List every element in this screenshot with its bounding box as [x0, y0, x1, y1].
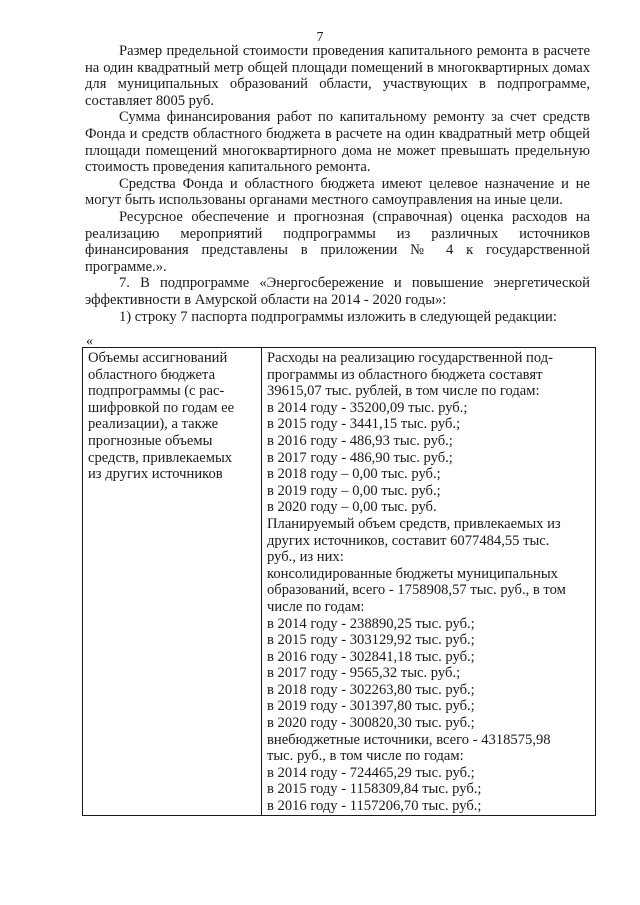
page-number: 7 — [316, 30, 324, 45]
paragraph-item-7: 7. В подпрограмме «Энергосбережение и повышение энергетической эффективности в Амурской области на 2014 - 2020 годы»: — [85, 275, 590, 308]
label-cell — [83, 348, 262, 816]
label-line: Объемы ассигнований — [88, 350, 228, 366]
body-text — [85, 43, 590, 325]
value-line: в 2016 году - 1157206,70 тыс. руб.; — [267, 798, 482, 815]
value-line: других источников, составит 6077484,55 тыс. — [267, 532, 550, 549]
value-line: в 2017 году - 486,90 тыс. руб.; — [267, 449, 453, 466]
label-line: реализации), а также — [88, 416, 219, 433]
value-line: в 2016 году - 302841,18 тыс. руб.; — [267, 648, 475, 665]
paragraph-resource-provision: Ресурсное обеспечение и прогнозная (справочная) оценка расходов на реализацию мероприятий подпрограммы из различных источников финансирования представлены в приложении № 4 к государственной программе.». — [85, 208, 590, 275]
label-line: шифровкой по годам ее — [88, 399, 235, 416]
value-line: в 2016 году - 486,93 тыс. руб.; — [267, 432, 453, 449]
value-lines — [267, 350, 590, 815]
label-line: из других источников — [88, 466, 223, 483]
value-line: в 2015 году - 1158309,84 тыс. руб.; — [267, 781, 482, 798]
value-line: внебюджетные источники, всего - 4318575,98 — [267, 731, 551, 748]
value-line: в 2020 году – 0,00 тыс. руб. — [267, 499, 437, 516]
passport-table — [82, 347, 596, 816]
paragraph-target-purpose: Средства Фонда и областного бюджета имеют целевое назначение и не могут быть использованы органами местного самоуправления на иные цели. — [85, 175, 590, 209]
value-line: программы из областного бюджета составят — [267, 366, 543, 383]
label-line: прогнозные объемы — [88, 432, 213, 449]
value-line: в 2014 году - 35200,09 тыс. руб.; — [267, 399, 468, 416]
label-lines — [88, 350, 256, 483]
value-line: образований, всего - 1758908,57 тыс. руб., в том — [267, 582, 566, 599]
value-line: Планируемый объем средств, привлекаемых из — [267, 515, 561, 532]
value-line: 39615,07 тыс. рублей, в том числе по годам: — [267, 383, 540, 400]
value-line: в 2015 году - 3441,15 тыс. руб.; — [267, 416, 461, 433]
paragraph-financing-sum: Сумма финансирования работ по капитальному ремонту за счет средств Фонда и средств областного бюджета в расчете на один квадратный метр общей площади помещений многоквартирного дома не может превышать предельную стоимость проведения капитального ремонта. — [85, 109, 590, 176]
label-line: областного бюджета — [88, 366, 216, 383]
value-line: в 2019 году – 0,00 тыс. руб.; — [267, 482, 441, 499]
label-line: подпрограммы (с рас- — [88, 383, 225, 400]
label-line: средств, привлекаемых — [88, 449, 233, 466]
value-line: руб., из них: — [267, 549, 344, 566]
value-line: в 2018 году – 0,00 тыс. руб.; — [267, 466, 441, 483]
value-line: в 2017 году - 9565,32 тыс. руб.; — [267, 665, 461, 682]
value-line: консолидированные бюджеты муниципальных — [267, 565, 558, 582]
value-line: в 2019 году - 301397,80 тыс. руб.; — [267, 698, 475, 715]
value-line: Расходы на реализацию государственной под- — [267, 350, 554, 366]
table-row — [83, 348, 596, 816]
value-line: тыс. руб., в том числе по годам: — [267, 748, 464, 765]
value-cell — [262, 348, 596, 816]
value-line: в 2014 году - 724465,29 тыс. руб.; — [267, 764, 475, 781]
opening-quote: « — [86, 334, 93, 349]
value-line: в 2015 году - 303129,92 тыс. руб.; — [267, 632, 475, 649]
paragraph-cost-limit: Размер предельной стоимости проведения капитального ремонта в расчете на один квадратный метр общей площади помещений в многоквартирных домах для муниципальных образований области, участвующих в подпрограмме, составляет 8005 руб. — [85, 43, 590, 109]
paragraph-subitem-1: 1) строку 7 паспорта подпрограммы изложить в следующей редакции: — [119, 308, 557, 325]
value-line: в 2018 году - 302263,80 тыс. руб.; — [267, 681, 475, 698]
value-line: в 2020 году - 300820,30 тыс. руб.; — [267, 715, 475, 732]
value-line: в 2014 году - 238890,25 тыс. руб.; — [267, 615, 475, 632]
value-line: числе по годам: — [267, 598, 365, 615]
